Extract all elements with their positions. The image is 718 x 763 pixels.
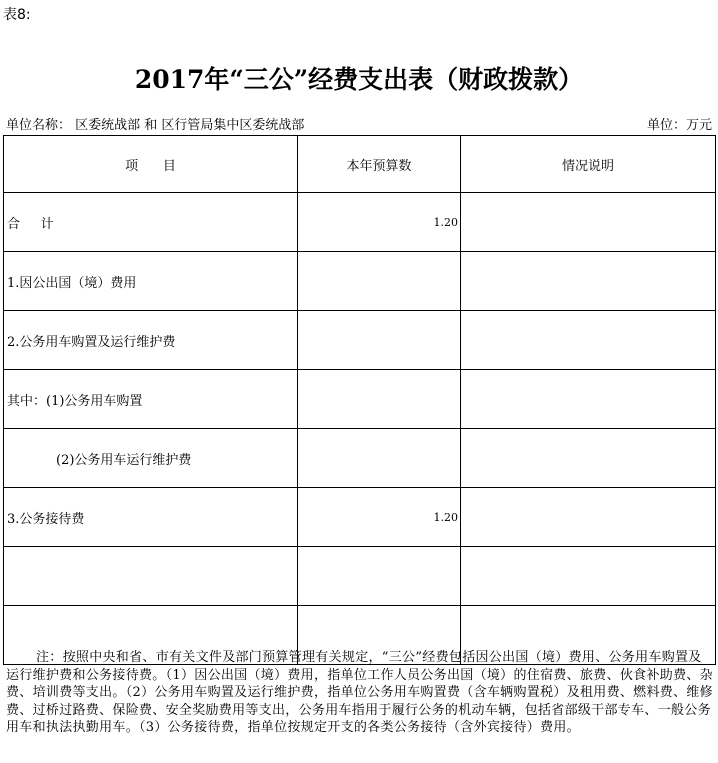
- row-item: (2)公务用车运行维护费: [4, 429, 298, 488]
- row-budget: [298, 370, 461, 429]
- row-note: [461, 370, 716, 429]
- row-item: [4, 547, 298, 606]
- row-budget: 1.20: [298, 488, 461, 547]
- row-note: [461, 429, 716, 488]
- table-row: [4, 547, 716, 606]
- budget-table: [3, 135, 716, 665]
- row-item: 2.公务用车购置及运行维护费: [4, 311, 298, 370]
- row-budget: [298, 547, 461, 606]
- row-note: [461, 488, 716, 547]
- row-note: [461, 193, 716, 252]
- column-header-note: 情况说明: [461, 136, 716, 193]
- row-budget: 1.20: [298, 193, 461, 252]
- footnote: 注：按照中央和省、市有关文件及部门预算管理有关规定，“三公”经费包括因公出国（境）费用、公务用车购置及运行维护费和公务接待费。（1）因公出国（境）费用，指单位工作人员公务出国（境）的住宿费、旅费、伙食补助费、杂费、培训费等支出。（2）公务用车购置及运行维护费，指单位公务用车购置费（含车辆购置税）及租用费、燃料费、维修费、过桥过路费、保险费、安全奖励费用等支出，公务用车指用于履行公务的机动车辆，包括省部级干部专车、一般公务用车和执法执勤用车。（3）公务接待费，指单位按规定开支的各类公务接待（含外宾接待）费用。: [6, 650, 713, 736]
- unit-row: [6, 114, 714, 134]
- table-row: [4, 193, 716, 252]
- row-item: 合 计: [4, 193, 298, 252]
- column-header-budget: 本年预算数: [298, 136, 461, 193]
- table-header-row: [4, 136, 716, 193]
- page-title: 2017年“三公”经费支出表（财政拨款）: [134, 65, 584, 94]
- unit-label: 单位：万元: [646, 118, 712, 133]
- table-row: [4, 252, 716, 311]
- row-note: [461, 547, 716, 606]
- unit-name: 单位名称： 区委统战部 和 区行管局集中区委统战部: [6, 118, 305, 133]
- row-note: [461, 311, 716, 370]
- row-item: 3.公务接待费: [4, 488, 298, 547]
- column-header-item: 项 目: [4, 136, 298, 193]
- table-row: [4, 488, 716, 547]
- table-row: [4, 311, 716, 370]
- table-label: 表8:: [3, 7, 31, 23]
- table-row: [4, 370, 716, 429]
- row-budget: [298, 311, 461, 370]
- row-budget: [298, 429, 461, 488]
- table-row: [4, 429, 716, 488]
- row-note: [461, 252, 716, 311]
- row-item: 1.因公出国（境）费用: [4, 252, 298, 311]
- row-item: 其中：(1)公务用车购置: [4, 370, 298, 429]
- row-budget: [298, 252, 461, 311]
